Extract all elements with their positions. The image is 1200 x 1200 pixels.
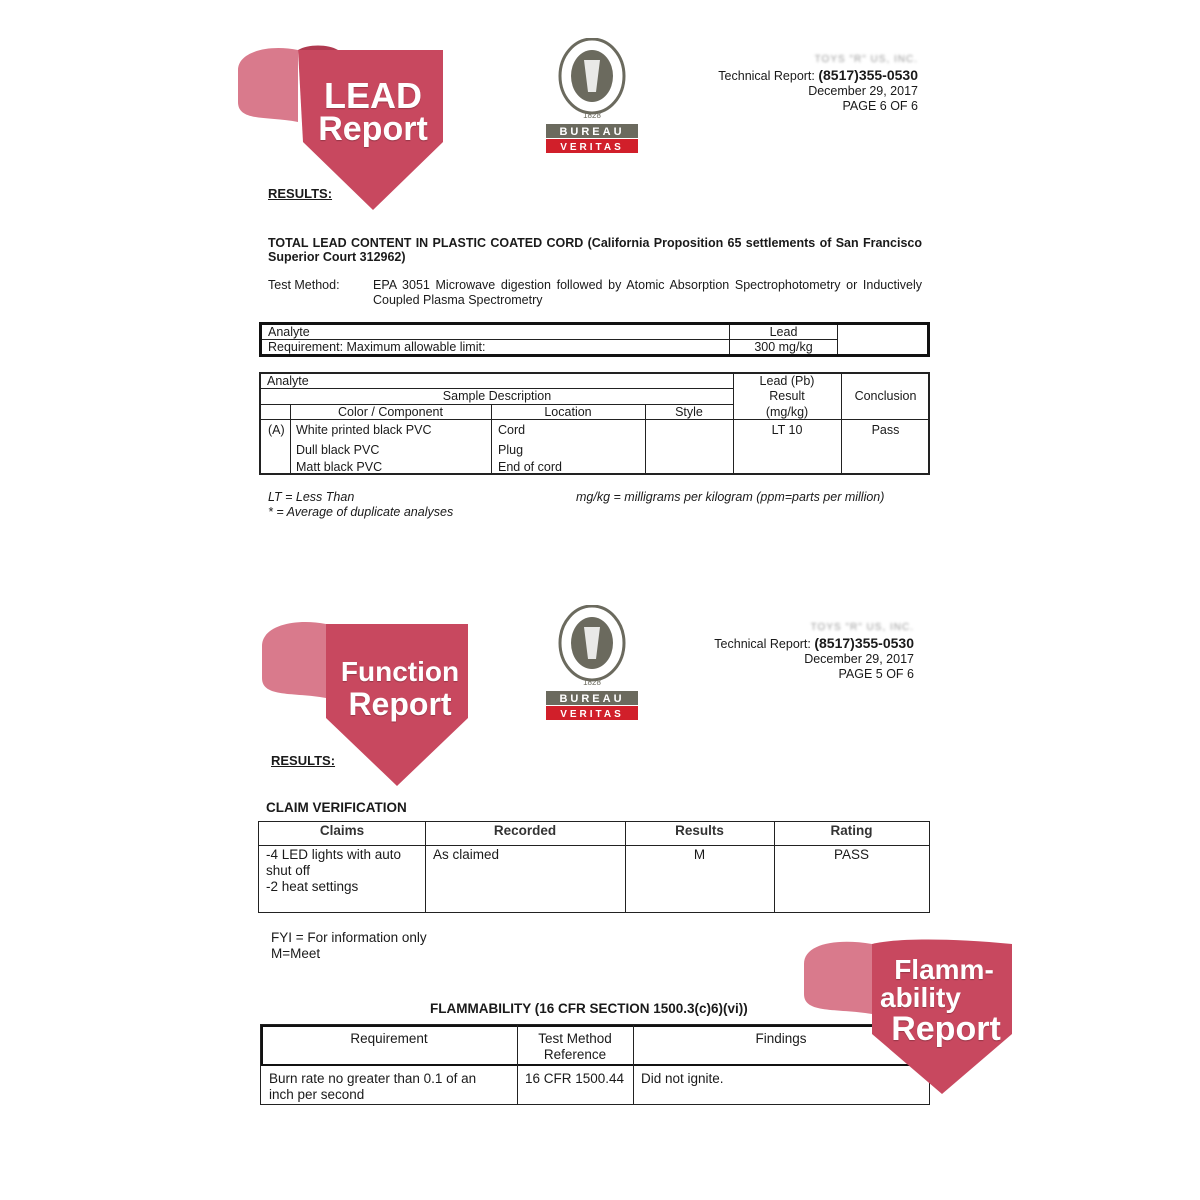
results-label: RESULTS:	[268, 186, 333, 201]
style-header: Style	[675, 405, 703, 419]
badge-line-1: Flamm-	[894, 954, 994, 985]
test-method-label: Test Method:	[268, 278, 340, 292]
location-header: Location	[544, 405, 592, 419]
report-number: (8517)355-0530	[814, 635, 914, 651]
requirement-cell	[269, 1071, 476, 1103]
claim-line-3: -2 heat settings	[266, 879, 359, 894]
report-number: (8517)355-0530	[818, 67, 918, 83]
report-header	[714, 636, 914, 682]
component-row-1: White printed black PVC	[296, 423, 432, 437]
unit-header: (mg/kg)	[765, 405, 809, 419]
result-header: Result	[769, 389, 805, 403]
claims-header: Claims	[319, 823, 365, 838]
report-header	[718, 68, 918, 114]
method-cell: 16 CFR 1500.44	[525, 1071, 625, 1086]
sample-id: (A)	[268, 423, 285, 437]
component-row-3: Matt black PVC	[296, 460, 383, 474]
page-number: PAGE 5 OF 6	[838, 667, 914, 681]
note-less-than: LT = Less Than	[268, 490, 355, 504]
requirement-cell: Requirement: Maximum allowable limit:	[261, 340, 730, 356]
limit-cell: 300 mg/kg	[730, 340, 838, 356]
page-number: PAGE 6 OF 6	[842, 99, 918, 113]
component-row-2: Dull black PVC	[296, 443, 380, 457]
report-label: Technical Report:	[714, 637, 811, 651]
lead-results-table	[259, 372, 930, 475]
test-method-header-line-2: Reference	[543, 1047, 607, 1062]
badge-line-1: LEAD	[324, 75, 422, 116]
bureau-veritas-logo	[544, 38, 640, 158]
color-component-header: Color / Component	[338, 405, 443, 419]
analyte-cell: Analyte	[261, 324, 730, 340]
flammability-heading: FLAMMABILITY (16 CFR SECTION 1500.3(c)6)(vi))	[430, 1001, 748, 1016]
lead-cell: Lead	[730, 324, 838, 340]
lead-pb-header: Lead (Pb)	[759, 374, 815, 388]
findings-cell: Did not ignite.	[641, 1071, 724, 1086]
report-date: December 29, 2017	[808, 84, 918, 98]
badge-line-2: Report	[348, 686, 452, 722]
location-row-1: Cord	[498, 423, 526, 437]
recorded-header: Recorded	[493, 823, 557, 838]
note-units: mg/kg = milligrams per kilogram (ppm=parts per million)	[576, 490, 885, 504]
report-label: Technical Report:	[718, 69, 815, 83]
results-cell: M	[693, 847, 706, 862]
conclusion-value: Pass	[871, 423, 900, 437]
rating-header: Rating	[830, 823, 873, 838]
claim-line-1: -4 LED lights with auto	[266, 847, 402, 862]
claims-cell	[266, 847, 401, 895]
bureau-veritas-logo	[544, 605, 640, 725]
logo-year: 1828	[583, 678, 601, 687]
location-row-2: Plug	[498, 443, 524, 457]
badge-line-2: ability	[880, 982, 961, 1013]
rating-cell: PASS	[833, 847, 869, 862]
logo-year: 1828	[583, 111, 601, 120]
badge-line-3: Report	[891, 1010, 1001, 1048]
badge-line-2: Report	[318, 110, 428, 148]
test-method-header-line-1: Test Method	[538, 1031, 612, 1046]
fyi-note: FYI = For information only	[271, 930, 427, 945]
claim-line-2: shut off	[266, 863, 311, 878]
requirement-table	[259, 322, 930, 357]
requirement-line-1: Burn rate no greater than 0.1 of an	[269, 1071, 477, 1086]
requirement-line-2: inch per second	[269, 1087, 365, 1102]
lead-heading: TOTAL LEAD CONTENT IN PLASTIC COATED CORD (California Proposition 65 settlements of San Francisco Superior Court 312962)	[268, 236, 922, 264]
note-average: * = Average of duplicate analyses	[268, 505, 454, 519]
results-label: RESULTS:	[271, 753, 336, 768]
test-method-header	[517, 1031, 633, 1063]
logo-word-1: BUREAU	[559, 693, 625, 705]
company-name-blurred: TOYS "R" US, INC.	[814, 54, 918, 65]
logo-word-1: BUREAU	[559, 126, 625, 138]
logo-word-2: VERITAS	[560, 142, 624, 153]
recorded-cell: As claimed	[433, 847, 500, 862]
claim-verification-heading: CLAIM VERIFICATION	[266, 800, 407, 815]
results-header: Results	[675, 823, 724, 838]
badge-line-1: Function	[340, 656, 460, 687]
location-row-3: End of cord	[498, 460, 562, 474]
report-date: December 29, 2017	[804, 652, 914, 666]
conclusion-header: Conclusion	[854, 389, 917, 403]
result-value: LT 10	[771, 423, 803, 437]
logo-word-2: VERITAS	[560, 709, 624, 720]
flammability-report-badge	[800, 938, 1016, 1098]
test-method-text: EPA 3051 Microwave digestion followed by Atomic Absorption Spectrophotometry or Inductively Coupled Plasma Spectrometry	[373, 278, 922, 307]
analyte-header: Analyte	[267, 374, 309, 388]
requirement-header: Requirement	[350, 1031, 428, 1046]
meet-note: M=Meet	[271, 946, 321, 961]
findings-header: Findings	[755, 1031, 807, 1046]
claim-table	[258, 821, 930, 913]
company-name-blurred: TOYS "R" US, INC.	[810, 622, 914, 633]
lead-report-badge	[228, 42, 453, 214]
sample-description-header: Sample Description	[442, 389, 552, 403]
